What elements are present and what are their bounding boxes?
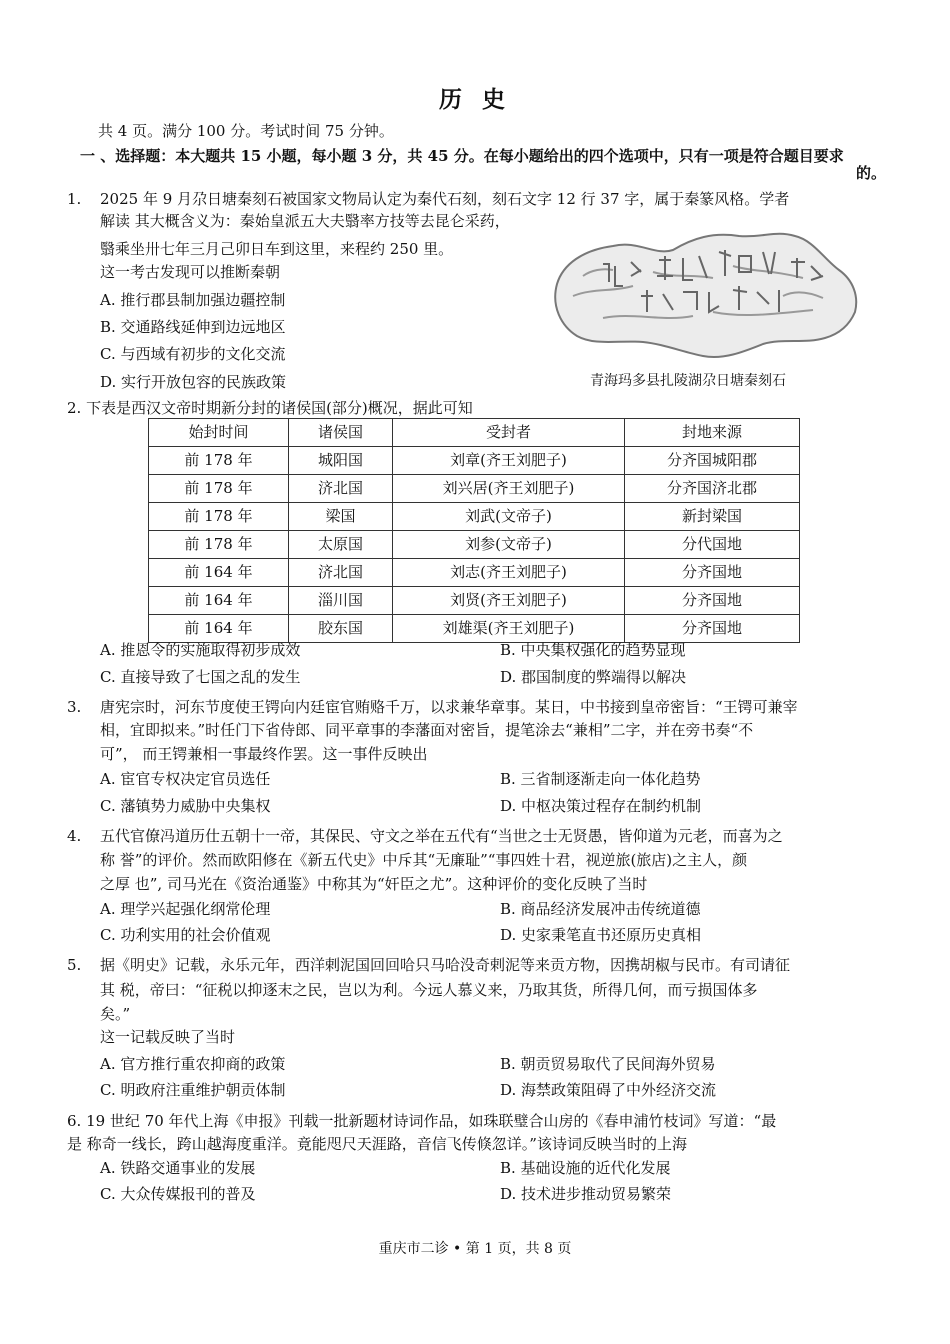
- q1-option-b: B. 交通路线延伸到边远地区: [100, 318, 286, 336]
- table-cell: 分齐国地: [625, 615, 800, 643]
- table-row: [149, 559, 800, 587]
- q3-option-b: B. 三省制逐渐走向一体化趋势: [500, 770, 701, 788]
- stone-inscription-image: [543, 226, 861, 366]
- exam-intro: 共 4 页。满分 100 分。考试时间 75 分钟。: [98, 122, 394, 140]
- table-cell: 济北国: [289, 475, 393, 503]
- table-cell: 分齐国济北郡: [625, 475, 800, 503]
- q6-option-a: A. 铁路交通事业的发展: [100, 1159, 256, 1177]
- q1-option-d: D. 实行开放包容的民族政策: [100, 373, 287, 391]
- table-row: [149, 503, 800, 531]
- q4-stem-line: 之厚 也”, 司马光在《资治通鉴》中称其为“奸臣之尤”。这种评价的变化反映了当时: [100, 875, 648, 893]
- table-header: 受封者: [393, 419, 625, 447]
- table-row: [149, 531, 800, 559]
- q1-stem-line: 2025 年 9 月尕日塘秦刻石被国家文物局认定为秦代石刻，刻石文字 12 行 37 字，属于秦篆风格。学者: [100, 190, 790, 208]
- q1-option-a: A. 推行郡县制加强边疆控制: [100, 291, 286, 309]
- q5-number: 5.: [67, 956, 82, 974]
- q1-image-caption: 青海玛多县扎陵湖尕日塘秦刻石: [590, 373, 786, 389]
- table-cell: 分齐国地: [625, 559, 800, 587]
- q4-option-d: D. 史家秉笔直书还原历史真相: [500, 926, 702, 944]
- q6-stem-line: 是 称奇一线长，跨山越海度重洋。竟能咫尺天涯路，音信飞传倏忽详。”该诗词反映当时的上海: [67, 1135, 687, 1153]
- q3-stem-line: 相，宜即拟来。”时任门下省侍郎、同平章事的李藩面对密旨，提笔涂去“兼相”二字，并在旁书奏“不: [100, 721, 754, 739]
- table-cell: 济北国: [289, 559, 393, 587]
- q4-option-b: B. 商品经济发展冲击传统道德: [500, 900, 701, 918]
- q1-stem-line: 这一考古发现可以推断秦朝: [100, 263, 281, 281]
- q3-stem-line: 可”， 而王锷兼相一事最终作罢。这一事件反映出: [100, 745, 428, 763]
- q3-option-d: D. 中枢决策过程存在制约机制: [500, 797, 702, 815]
- q5-stem-line: 其 税，帝曰：“征税以抑逐末之民，岂以为利。今远人慕义来，乃取其货，所得几何，而亏损国体多: [100, 981, 758, 999]
- q5-option-d: D. 海禁政策阻碍了中外经济交流: [500, 1081, 717, 1099]
- q5-option-b: B. 朝贡贸易取代了民间海外贸易: [500, 1055, 716, 1073]
- table-cell: 胶东国: [289, 615, 393, 643]
- q2-option-c: C. 直接导致了七国之乱的发生: [100, 668, 301, 686]
- section-heading: 一 、选择题：本大题共 15 小题，每小题 3 分，共 45 分。在每小题给出的四个选项中，只有一项是符合题目要求: [80, 147, 844, 165]
- table-cell: 淄川国: [289, 587, 393, 615]
- q6-stem-line: 6. 19 世纪 70 年代上海《申报》刊载一批新题材诗词作品，如珠联璧合山房的《春申浦竹枝词》写道：“最: [67, 1112, 777, 1130]
- table-cell: 前 164 年: [149, 559, 289, 587]
- q6-option-c: C. 大众传媒报刊的普及: [100, 1185, 256, 1203]
- q5-stem-line: 这一记载反映了当时: [100, 1028, 236, 1046]
- q1-stem-line: 解读 其大概含义为：秦始皇派五大夫翳率方技等去昆仑采药，: [100, 212, 510, 230]
- table-row: [149, 447, 800, 475]
- table-cell: 刘志(齐王刘肥子): [393, 559, 625, 587]
- q5-option-c: C. 明政府注重维护朝贡体制: [100, 1081, 286, 1099]
- table-cell: 刘章(齐王刘肥子): [393, 447, 625, 475]
- table-row: [149, 587, 800, 615]
- table-cell: 太原国: [289, 531, 393, 559]
- table-cell: 前 178 年: [149, 447, 289, 475]
- q2-stem: 2. 下表是西汉文帝时期新分封的诸侯国(部分)概况，据此可知: [67, 399, 473, 417]
- q2-option-a: A. 推恩令的实施取得初步成效: [100, 641, 301, 659]
- q3-stem-line: 唐宪宗时，河东节度使王锷向内廷宦官贿赂千万，以求兼华章事。某日，中书接到皇帝密旨：“王锷可兼宰: [100, 698, 798, 716]
- table-cell: 梁国: [289, 503, 393, 531]
- table-cell: 刘雄渠(齐王刘肥子): [393, 615, 625, 643]
- table-header: 诸侯国: [289, 419, 393, 447]
- table-cell: 前 164 年: [149, 615, 289, 643]
- q5-stem-line: 矣。”: [100, 1005, 131, 1023]
- table-cell: 前 178 年: [149, 503, 289, 531]
- q1-option-c: C. 与西域有初步的文化交流: [100, 345, 286, 363]
- table-header-row: [149, 419, 800, 447]
- table-cell: 刘兴居(齐王刘肥子): [393, 475, 625, 503]
- q4-stem-line: 五代官僚冯道历仕五朝十一帝，其保民、守文之举在五代有“当世之士无贤愚，皆仰道为元老，而喜为之: [100, 827, 783, 845]
- q5-stem-line: 据《明史》记载，永乐元年，西洋剌泥国回回哈只马哈没奇剌泥等来贡方物，因携胡椒与民市。有司请征: [100, 956, 791, 974]
- table-cell: 新封梁国: [625, 503, 800, 531]
- table-cell: 分齐国地: [625, 587, 800, 615]
- table-cell: 刘贤(齐王刘肥子): [393, 587, 625, 615]
- table-cell: 分代国地: [625, 531, 800, 559]
- table-cell: 前 164 年: [149, 587, 289, 615]
- q1-stem-line: 翳乘坐卅七年三月己卯日车到这里，来程约 250 里。: [100, 240, 454, 258]
- q4-option-c: C. 功利实用的社会价值观: [100, 926, 271, 944]
- table-cell: 分齐国城阳郡: [625, 447, 800, 475]
- q2-option-b: B. 中央集权强化的趋势显现: [500, 641, 686, 659]
- table-cell: 前 178 年: [149, 475, 289, 503]
- q2-option-d: D. 郡国制度的弊端得以解决: [500, 668, 687, 686]
- table-cell: 刘武(文帝子): [393, 503, 625, 531]
- table-header: 始封时间: [149, 419, 289, 447]
- page-footer: 重庆市二诊 • 第 1 页，共 8 页: [378, 1241, 572, 1257]
- table-cell: 刘参(文帝子): [393, 531, 625, 559]
- table-row: [149, 475, 800, 503]
- table-cell: 城阳国: [289, 447, 393, 475]
- q4-stem-line: 称 誉”的评价。然而欧阳修在《新五代史》中斥其“无廉耻”“事四姓十君，视逆旅(旅店)之主人，颜: [100, 851, 748, 869]
- q4-number: 4.: [67, 827, 82, 845]
- table-header: 封地来源: [625, 419, 800, 447]
- q1-number: 1.: [67, 190, 82, 208]
- q6-option-b: B. 基础设施的近代化发展: [500, 1159, 671, 1177]
- section-heading-cont: 的。: [856, 164, 887, 182]
- q3-number: 3.: [67, 698, 82, 716]
- table-cell: 前 178 年: [149, 531, 289, 559]
- page-title: 历 史: [438, 86, 511, 113]
- q3-option-c: C. 藩镇势力威胁中央集权: [100, 797, 271, 815]
- q3-option-a: A. 宦官专权决定官员选任: [100, 770, 271, 788]
- q4-option-a: A. 理学兴起强化纲常伦理: [100, 900, 271, 918]
- q2-table: [148, 418, 800, 643]
- q6-option-d: D. 技术进步推动贸易繁荣: [500, 1185, 672, 1203]
- q5-option-a: A. 官方推行重农抑商的政策: [100, 1055, 286, 1073]
